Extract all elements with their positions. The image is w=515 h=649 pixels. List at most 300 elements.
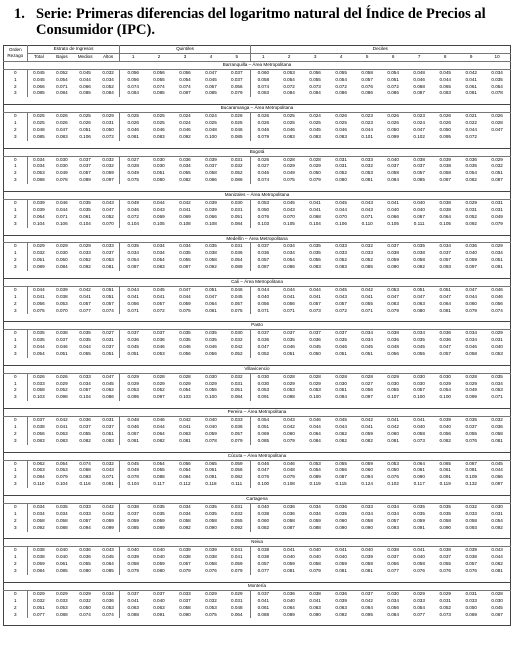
value-cell: 0.021 — [465, 113, 477, 119]
value-cell: 0.029 — [27, 243, 50, 250]
value-cell: 0.043 — [102, 547, 114, 553]
value-cell: 0.079 — [387, 307, 399, 313]
lag-order-cell: 2 — [13, 170, 17, 176]
value-cell: 0.045 — [309, 126, 321, 132]
value-cell: 0.039 — [465, 547, 477, 553]
header-rezago: Rezago — [7, 53, 24, 59]
value-cell: 0.043 — [335, 293, 347, 299]
table-row — [4, 518, 511, 525]
value-cell: 0.036 — [231, 424, 243, 429]
value-cell: 0.054 — [250, 417, 276, 424]
value-cell: 0.086 — [231, 177, 243, 183]
value-cell: 0.117 — [153, 481, 165, 487]
value-cell: 0.061 — [56, 561, 68, 567]
value-cell: 0.119 — [309, 481, 321, 487]
value-cell: 0.054 — [231, 257, 243, 263]
value-cell: 0.074 — [102, 611, 114, 617]
value-cell: 0.041 — [309, 199, 321, 205]
value-cell: 0.030 — [387, 380, 399, 386]
value-cell: 0.061 — [79, 213, 91, 219]
value-cell: 0.104 — [79, 220, 91, 226]
value-cell: 0.035 — [439, 503, 451, 509]
table-row — [4, 525, 511, 532]
value-cell: 0.084 — [27, 568, 50, 575]
value-cell: 0.063 — [387, 300, 399, 306]
value-cell: 0.074 — [250, 84, 276, 91]
value-cell: 0.051 — [56, 350, 68, 356]
value-cell: 0.057 — [79, 387, 91, 393]
value-cell: 0.036 — [250, 250, 276, 257]
value-cell: 0.029 — [413, 590, 425, 596]
value-cell: 0.036 — [439, 330, 451, 336]
value-cell: 0.046 — [179, 344, 191, 350]
value-cell: 0.034 — [309, 503, 321, 509]
value-cell: 0.072 — [465, 133, 477, 139]
table-row — [4, 77, 511, 84]
value-cell: 0.026 — [387, 120, 399, 126]
value-cell: 0.038 — [27, 547, 50, 554]
value-cell: 0.027 — [250, 163, 276, 170]
value-cell: 0.089 — [309, 474, 321, 480]
value-cell: 0.086 — [102, 394, 114, 400]
value-cell: 0.047 — [179, 286, 191, 292]
value-cell: 0.040 — [250, 294, 276, 301]
col-header: 1 — [250, 53, 276, 61]
value-cell: 0.132 — [465, 481, 477, 487]
value-cell: 0.094 — [361, 474, 373, 480]
value-cell: 0.057 — [439, 257, 451, 263]
value-cell: 0.035 — [205, 337, 217, 343]
value-cell: 0.040 — [361, 547, 373, 553]
value-cell: 0.084 — [56, 90, 68, 96]
value-cell: 0.079 — [283, 474, 295, 480]
lag-order-cell: 2 — [13, 430, 17, 436]
value-cell: 0.086 — [335, 90, 347, 96]
value-cell: 0.031 — [102, 417, 114, 423]
value-cell: 0.053 — [283, 387, 295, 393]
value-cell: 0.040 — [153, 547, 165, 553]
value-cell: 0.107 — [387, 394, 399, 400]
value-cell: 0.046 — [250, 460, 276, 467]
value-cell: 0.055 — [309, 257, 321, 263]
value-cell: 0.115 — [335, 481, 347, 487]
value-cell: 0.081 — [102, 481, 114, 487]
lag-order-cell: 1 — [13, 206, 17, 212]
value-cell: 0.059 — [465, 257, 477, 263]
value-cell: 0.076 — [250, 474, 276, 481]
value-cell: 0.056 — [179, 69, 191, 75]
value-cell: 0.058 — [283, 517, 295, 523]
value-cell: 0.031 — [335, 156, 347, 162]
value-cell: 0.088 — [309, 524, 321, 530]
value-cell: 0.037 — [335, 330, 347, 336]
value-cell: 0.049 — [491, 213, 503, 219]
value-cell: 0.040 — [205, 424, 217, 429]
value-cell: 0.056 — [120, 301, 146, 308]
value-cell: 0.071 — [250, 308, 276, 315]
value-cell: 0.103 — [250, 221, 276, 228]
value-cell: 0.047 — [465, 286, 477, 292]
value-cell: 0.055 — [153, 76, 165, 82]
value-cell: 0.044 — [250, 286, 276, 293]
value-cell: 0.059 — [231, 561, 243, 567]
section-gap — [4, 575, 511, 582]
value-cell: 0.082 — [231, 474, 243, 480]
value-cell: 0.094 — [79, 524, 91, 530]
value-cell: 0.040 — [309, 547, 321, 553]
value-cell: 0.022 — [465, 120, 477, 126]
value-cell: 0.040 — [153, 554, 165, 560]
value-cell: 0.083 — [56, 133, 68, 139]
gap-cell — [4, 141, 511, 148]
value-cell: 0.086 — [283, 264, 295, 270]
value-cell: 0.106 — [335, 220, 347, 226]
value-cell: 0.051 — [231, 213, 243, 219]
value-cell: 0.045 — [439, 69, 451, 75]
value-cell: 0.035 — [79, 330, 91, 336]
table-row — [4, 84, 511, 91]
value-cell: 0.054 — [283, 257, 295, 263]
value-cell: 0.049 — [465, 387, 477, 393]
value-cell: 0.054 — [491, 83, 503, 89]
value-cell: 0.076 — [205, 568, 217, 574]
value-cell: 0.087 — [179, 264, 191, 270]
value-cell: 0.040 — [413, 199, 425, 205]
value-cell: 0.091 — [205, 474, 217, 480]
value-cell: 0.028 — [283, 156, 295, 162]
value-cell: 0.036 — [465, 156, 477, 162]
value-cell: 0.089 — [79, 177, 91, 183]
value-cell: 0.055 — [79, 350, 91, 356]
table-row — [4, 301, 511, 308]
value-cell: 0.025 — [153, 113, 165, 119]
value-cell: 0.032 — [465, 503, 477, 509]
value-cell: 0.034 — [361, 510, 373, 516]
col-header: Medios — [73, 53, 96, 61]
value-cell: 0.039 — [361, 554, 373, 560]
value-cell: 0.052 — [102, 83, 114, 89]
value-cell: 0.082 — [439, 437, 451, 443]
value-cell: 0.040 — [387, 206, 399, 212]
value-cell: 0.052 — [250, 351, 276, 358]
lag-order-cell: 2 — [13, 213, 17, 219]
value-cell: 0.059 — [153, 517, 165, 523]
value-cell: 0.074 — [491, 307, 503, 313]
value-cell: 0.054 — [309, 467, 321, 473]
value-cell: 0.051 — [102, 286, 114, 292]
value-cell: 0.033 — [27, 381, 50, 388]
value-cell: 0.029 — [56, 590, 68, 596]
value-cell: 0.031 — [231, 380, 243, 386]
value-cell: 0.041 — [250, 598, 276, 605]
value-cell: 0.030 — [250, 373, 276, 380]
value-cell: 0.044 — [361, 126, 373, 132]
value-cell: 0.029 — [439, 590, 451, 596]
value-cell: 0.045 — [205, 76, 217, 82]
value-cell: 0.051 — [153, 170, 165, 176]
value-cell: 0.052 — [102, 213, 114, 219]
value-cell: 0.084 — [102, 90, 114, 96]
value-cell: 0.031 — [491, 206, 503, 212]
page-title — [14, 6, 509, 38]
value-cell: 0.100 — [309, 394, 321, 400]
value-cell: 0.042 — [361, 597, 373, 603]
value-cell: 0.054 — [56, 76, 68, 82]
value-cell: 0.030 — [439, 373, 451, 379]
value-cell: 0.059 — [413, 517, 425, 523]
value-cell: 0.082 — [250, 525, 276, 532]
value-cell: 0.023 — [361, 113, 373, 119]
value-cell: 0.051 — [361, 350, 373, 356]
value-cell: 0.030 — [250, 381, 276, 388]
value-cell: 0.041 — [309, 293, 321, 299]
value-cell: 0.093 — [387, 524, 399, 530]
value-cell: 0.026 — [439, 120, 451, 126]
value-cell: 0.049 — [120, 199, 146, 206]
value-cell: 0.058 — [465, 517, 477, 523]
value-cell: 0.057 — [439, 350, 451, 356]
value-cell: 0.034 — [387, 503, 399, 509]
value-cell: 0.046 — [335, 344, 347, 350]
value-cell: 0.045 — [283, 199, 295, 205]
value-cell: 0.041 — [283, 547, 295, 553]
value-cell: 0.039 — [439, 156, 451, 162]
value-cell: 0.034 — [283, 250, 295, 256]
lag-order-cell: 1 — [13, 597, 17, 603]
value-cell: 0.095 — [361, 611, 373, 617]
value-cell: 0.034 — [120, 250, 146, 257]
value-cell: 0.053 — [491, 350, 503, 356]
value-cell: 0.049 — [56, 170, 68, 176]
value-cell: 0.052 — [439, 604, 451, 610]
gap-cell — [4, 401, 511, 408]
value-cell: 0.060 — [250, 518, 276, 525]
value-cell: 0.090 — [309, 611, 321, 617]
value-cell: 0.090 — [361, 524, 373, 530]
value-cell: 0.055 — [335, 460, 347, 466]
value-cell: 0.030 — [335, 380, 347, 386]
value-cell: 0.085 — [27, 90, 50, 97]
value-cell: 0.092 — [231, 524, 243, 530]
value-cell: 0.046 — [153, 126, 165, 132]
section-gap — [4, 401, 511, 408]
col-header: 10 — [484, 53, 510, 61]
value-cell: 0.117 — [413, 481, 425, 487]
city-header-row — [4, 539, 511, 547]
value-cell: 0.033 — [179, 590, 191, 596]
value-cell: 0.079 — [491, 220, 503, 226]
value-cell: 0.035 — [79, 337, 91, 343]
value-cell: 0.074 — [179, 83, 191, 89]
value-cell: 0.050 — [387, 126, 399, 132]
value-cell: 0.035 — [56, 503, 68, 509]
value-cell: 0.035 — [179, 250, 191, 256]
table-row — [4, 207, 511, 214]
value-cell: 0.069 — [250, 431, 276, 438]
value-cell: 0.058 — [179, 604, 191, 610]
value-cell: 0.031 — [465, 206, 477, 212]
value-cell: 0.055 — [335, 69, 347, 75]
value-cell: 0.083 — [27, 438, 50, 445]
value-cell: 0.056 — [361, 387, 373, 393]
value-cell: 0.035 — [179, 330, 191, 336]
value-cell: 0.080 — [153, 568, 165, 574]
value-cell: 0.055 — [79, 561, 91, 567]
value-cell: 0.098 — [56, 394, 68, 400]
value-cell: 0.032 — [79, 597, 91, 603]
value-cell: 0.037 — [79, 163, 91, 169]
lag-order-cell: 1 — [13, 293, 17, 299]
value-cell: 0.089 — [153, 524, 165, 530]
value-cell: 0.045 — [120, 460, 146, 467]
value-cell: 0.047 — [102, 373, 114, 379]
value-cell: 0.057 — [79, 300, 91, 306]
value-cell: 0.061 — [250, 605, 276, 612]
value-cell: 0.025 — [231, 120, 243, 126]
value-cell: 0.087 — [413, 90, 425, 96]
value-cell: 0.055 — [79, 430, 91, 436]
gap-cell — [4, 314, 511, 321]
value-cell: 0.033 — [413, 597, 425, 603]
table-row — [4, 568, 511, 575]
value-cell: 0.072 — [335, 307, 347, 313]
table-row — [4, 337, 511, 344]
value-cell: 0.040 — [387, 156, 399, 162]
table-row — [4, 120, 511, 127]
value-cell: 0.064 — [27, 214, 50, 221]
value-cell: 0.081 — [179, 437, 191, 443]
table-row — [4, 394, 511, 401]
value-cell: 0.079 — [231, 568, 243, 574]
value-cell: 0.051 — [491, 170, 503, 176]
value-cell: 0.111 — [413, 220, 425, 226]
value-cell: 0.104 — [27, 221, 50, 228]
value-cell: 0.051 — [102, 430, 114, 436]
value-cell: 0.091 — [439, 474, 451, 480]
value-cell: 0.045 — [27, 69, 50, 76]
table-body — [4, 61, 511, 625]
value-cell: 0.077 — [413, 611, 425, 617]
table-row — [4, 243, 511, 250]
value-cell: 0.039 — [205, 156, 217, 162]
lag-order-cell: 0 — [13, 113, 17, 119]
value-cell: 0.034 — [309, 510, 321, 516]
value-cell: 0.079 — [179, 568, 191, 574]
value-cell: 0.051 — [335, 350, 347, 356]
value-cell: 0.047 — [205, 69, 217, 75]
value-cell: 0.098 — [283, 394, 295, 400]
value-cell: 0.100 — [439, 394, 451, 400]
value-cell: 0.028 — [283, 373, 295, 379]
value-cell: 0.039 — [27, 207, 50, 214]
value-cell: 0.036 — [79, 417, 91, 423]
value-cell: 0.081 — [120, 134, 146, 141]
value-cell: 0.058 — [413, 430, 425, 436]
value-cell: 0.034 — [179, 163, 191, 169]
value-cell: 0.034 — [27, 163, 50, 170]
value-cell: 0.043 — [361, 199, 373, 205]
value-cell: 0.030 — [56, 250, 68, 256]
lag-order-cell: 3 — [13, 264, 17, 270]
table-row — [4, 417, 511, 424]
section-gap — [4, 618, 511, 625]
value-cell: 0.035 — [465, 417, 477, 423]
value-cell: 0.065 — [439, 460, 451, 466]
value-cell: 0.033 — [102, 243, 114, 249]
value-cell: 0.082 — [361, 437, 373, 443]
value-cell: 0.037 — [439, 554, 451, 560]
lag-order-cell: 0 — [13, 417, 17, 423]
value-cell: 0.041 — [79, 293, 91, 299]
lag-order-cell: 0 — [13, 286, 17, 292]
value-cell: 0.036 — [231, 250, 243, 256]
value-cell: 0.057 — [413, 170, 425, 176]
col-header: 3 — [172, 53, 198, 61]
value-cell: 0.035 — [205, 510, 217, 516]
value-cell: 0.056 — [205, 350, 217, 356]
table-row — [4, 286, 511, 293]
value-cell: 0.082 — [465, 177, 477, 183]
value-cell: 0.039 — [179, 547, 191, 553]
value-cell: 0.053 — [120, 387, 146, 394]
value-cell: 0.046 — [231, 286, 243, 292]
value-cell: 0.085 — [413, 177, 425, 183]
value-cell: 0.071 — [102, 474, 114, 480]
lag-order-cell: 0 — [13, 590, 17, 596]
gap-cell — [4, 228, 511, 235]
value-cell: 0.032 — [27, 598, 50, 605]
value-cell: 0.058 — [465, 350, 477, 356]
value-cell: 0.025 — [153, 120, 165, 126]
value-cell: 0.087 — [335, 474, 347, 480]
value-cell: 0.044 — [153, 199, 165, 205]
value-cell: 0.044 — [56, 206, 68, 212]
value-cell: 0.056 — [179, 460, 191, 466]
value-cell: 0.034 — [27, 156, 50, 163]
value-cell: 0.038 — [413, 156, 425, 162]
value-cell: 0.103 — [27, 394, 50, 401]
value-cell: 0.078 — [491, 90, 503, 96]
value-cell: 0.070 — [102, 220, 114, 226]
col-header: 8 — [432, 53, 458, 61]
table-row — [4, 163, 511, 170]
header-row-groups — [4, 46, 511, 54]
value-cell: 0.054 — [491, 517, 503, 523]
lag-order-cell: 3 — [13, 133, 17, 139]
lag-order-cell: 2 — [13, 300, 17, 306]
value-cell: 0.044 — [27, 286, 50, 293]
value-cell: 0.030 — [491, 503, 503, 509]
value-cell: 0.059 — [231, 460, 243, 466]
value-cell: 0.035 — [79, 199, 91, 205]
value-cell: 0.051 — [102, 293, 114, 299]
value-cell: 0.085 — [120, 525, 146, 532]
value-cell: 0.035 — [179, 337, 191, 343]
value-cell: 0.055 — [439, 561, 451, 567]
city-name: Pasto — [4, 322, 511, 330]
value-cell: 0.055 — [413, 350, 425, 356]
value-cell: 0.073 — [439, 611, 451, 617]
col-header: 9 — [458, 53, 484, 61]
value-cell: 0.035 — [153, 510, 165, 516]
value-cell: 0.046 — [309, 417, 321, 423]
value-cell: 0.042 — [179, 199, 191, 205]
value-cell: 0.035 — [205, 243, 217, 249]
value-cell: 0.063 — [179, 430, 191, 436]
value-cell: 0.041 — [465, 76, 477, 82]
value-cell: 0.043 — [491, 547, 503, 553]
value-cell: 0.076 — [465, 568, 477, 574]
